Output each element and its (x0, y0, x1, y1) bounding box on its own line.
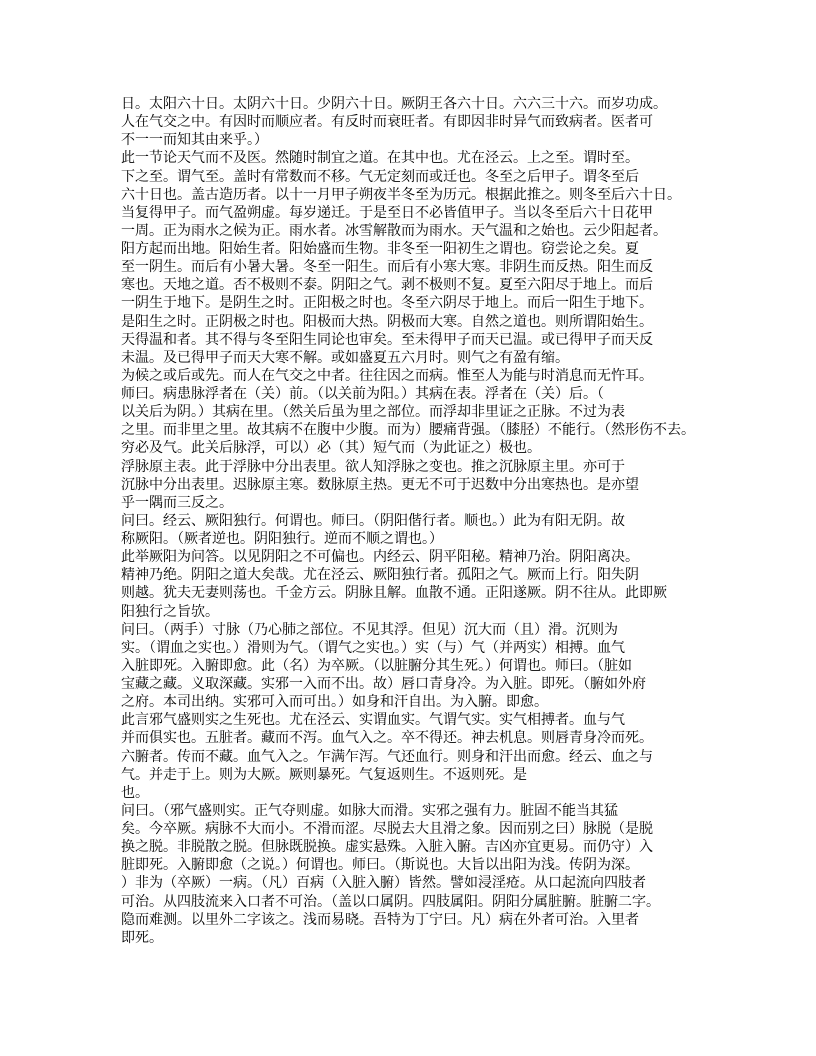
text-line: ）非为（卒厥）一病。（凡）百病（入脏入腑）皆然。譬如浸淫疮。从口起流向四肢者 (121, 875, 646, 892)
text-line: 之里。而非里之里。故其病不在腹中少腹。而为）腰痛背强。（膝胫）不能行。（然形伤不去。 (121, 422, 695, 439)
text-line: 可治。从四肢流来入口者不可治。（盖以口属阴。四肢属阳。阴阳分属脏腑。脏腑二字。 (121, 893, 660, 910)
paragraph-original-text-end (121, 95, 695, 149)
text-line: 矣。今卒厥。病脉不大而小。不滑而涩。尽脱去大且滑之象。因而别之曰）脉脱（是脱 (121, 821, 653, 837)
text-line: 此言邪气盛则实之生死也。尤在泾云、实谓血实。气谓气实。实气相搏者。血与气 (121, 712, 625, 729)
text-line: 一周。正为雨水之候为正。雨水者。冰雪解散而为雨水。天气温和之始也。云少阳起者。 (121, 222, 667, 239)
paragraph-floating-pulse (121, 385, 695, 458)
text-line: 是阳生之时。正阴极之时也。阳极而大热。阴极而大寒。自然之道也。则所谓阳始生。 (121, 313, 653, 330)
text-line: 气。并走于上。则为大厥。厥则暴死。气复返则生。不返则死。是 (121, 766, 527, 783)
text-line: 六十日也。盖古造历者。以十一月甲子朔夜半冬至为历元。根据此推之。则冬至后六十日。 (121, 186, 681, 203)
text-line: 至一阴生。而后有小暑大暑。冬至一阳生。而后有小寒大寒。非阴生而反热。阳生而反 (121, 259, 653, 276)
text-line: 换之脱。非脱散之脱。但脉既脱换。虚实悬殊。入脏入腑。吉凶亦宜更易。而仍守）入 (121, 839, 653, 856)
paragraph-jueyang-commentary (121, 548, 695, 621)
text-line: 阳方起而出地。阳始生者。阳始盛而生物。非冬至一阳初生之谓也。窃尝论之矣。夏 (121, 241, 639, 257)
text-line: 之府。本司出纳。实邪可入而可出。）如身和汗自出。为入腑。即愈。 (121, 694, 548, 711)
text-line: 问曰。经云、厥阳独行。何谓也。师曰。（阴阳偕行者。顺也。）此为有阳无阴。故 (121, 512, 625, 529)
text-line: 为候之或后或先。而人在气交之中者。往往因之而病。惟至人为能与时消息而无忤耳。 (121, 367, 653, 384)
text-line: 未温。及已得甲子而天大寒不解。或如盛夏五六月时。则气之有盈有缩。 (121, 349, 569, 366)
text-line: 沉脉中分出表里。迟脉原主寒。数脉原主热。更无不可于迟数中分出寒热也。是亦望 (121, 476, 639, 493)
text-line: 阳独行之旨欤。 (121, 603, 219, 620)
text-line: 实。（谓血之实也。）滑则为气。（谓气之实也。）实（与）气（并两实）相搏。血气 (121, 639, 625, 656)
body-text (121, 95, 695, 947)
text-line: 称厥阳。（厥者逆也。阴阳独行。逆而不顺之谓也。） (121, 531, 443, 547)
text-line: 以关后为阴。）其病在里。（然关后虽为里之部位。而浮却非里证之正脉。不过为表 (121, 404, 625, 421)
text-line: 问曰。（两手）寸脉（乃心肺之部位。不见其浮。但见）沉大而（且）滑。沉则为 (121, 621, 618, 638)
text-line: 日。太阳六十日。太阴六十日。少阴六十日。厥阴王各六十日。六六三十六。而岁功成。 (121, 96, 667, 112)
text-line: 师曰。病患脉浮者在（关）前。（以关前为阳。）其病在表。浮者在（关）后。（ (121, 386, 604, 402)
paragraph-pulse-commentary (121, 458, 695, 512)
text-line: 宝藏之藏。义取深藏。实邪一入而不出。故）唇口青身冷。为入脏。即死。（腑如外府 (121, 676, 646, 692)
text-line: 乎一隅而三反之。 (121, 494, 233, 511)
text-line: 入脏即死。入腑即愈。此（名）为卒厥。（以脏腑分其生死。）何谓也。师曰。（脏如 (121, 657, 632, 674)
text-line: 一阴生于地下。是阴生之时。正阳极之时也。冬至六阴尽于地上。而后一阳生于地下。 (121, 295, 653, 312)
text-line: 下之至。谓气至。盖时有常数而不移。气无定刻而或迁也。冬至之后甲子。谓冬至后 (121, 168, 639, 185)
paragraph-pulse-loss-question (121, 802, 695, 947)
text-line: 脏即死。入腑即愈（之说。）何谓也。师曰。（斯说也。大旨以出阳为浅。传阴为深。 (121, 857, 639, 874)
text-line: 此一节论天气而不及医。然随时制宜之道。在其中也。尤在泾云。上之至。谓时至。 (121, 150, 639, 167)
text-line: 当复得甲子。而气盈朔虚。每岁递迁。于是至日不必皆值甲子。当以冬至后六十日花甲 (121, 204, 653, 221)
text-line: 隐而难测。以里外二字该之。浅而易晓。吾特为丁宁曰。凡）病在外者可治。入里者 (121, 911, 639, 928)
paragraph-commentary-seasons (121, 149, 695, 385)
text-line: 寒也。天地之道。否不极则不泰。阴阳之气。剥不极则不复。夏至六阳尽于地上。而后 (121, 277, 653, 294)
text-line: 浮脉原主表。此于浮脉中分出表里。欲人知浮脉之变也。推之沉脉原主里。亦可于 (121, 458, 625, 475)
paragraph-excess-commentary (121, 711, 695, 802)
text-line: 人在气交之中。有因时而顺应者。有反时而衰旺者。有即因非时异气而致病者。医者可 (121, 114, 653, 131)
text-line: 并而俱实也。五脏者。藏而不泻。血气入之。卒不得还。神去机息。则唇青身冷而死。 (121, 730, 653, 747)
text-line: 精神乃绝。阴阳之道大矣哉。尤在泾云、厥阳独行者。孤阳之气。厥而上行。阳失阴 (121, 567, 639, 584)
text-line: 即死。 (121, 929, 163, 946)
text-line: 穷必及气。此关后脉浮，可以）必（其）短气而（为此证之）极也。 (121, 440, 541, 457)
text-line: 则越。犹夫无妻则荡也。千金方云。阴脉且解。血散不通。正阳遂厥。阴不往从。此即厥 (121, 585, 667, 602)
text-line: 六腑者。传而不藏。血气入之。乍满乍泻。气还血行。则身和汗出而愈。经云、血之与 (121, 748, 653, 765)
paragraph-cun-pulse-question (121, 621, 695, 712)
text-line: 问曰。（邪气盛则实。正气夺则虚。如脉大而滑。实邪之强有力。脏固不能当其猛 (121, 802, 618, 819)
text-line: 天得温和者。其不得与冬至阳生同论也审矣。至未得甲子而天已温。或已得甲子而天反 (121, 331, 653, 348)
text-line: 不一一而知其由来乎。） (121, 132, 268, 149)
text-line: 此举厥阳为问答。以见阴阳之不可偏也。内经云、阴平阳秘。精神乃治。阴阳离决。 (121, 549, 639, 566)
text-line: 也。 (121, 784, 149, 801)
paragraph-jueyang-question (121, 512, 695, 548)
